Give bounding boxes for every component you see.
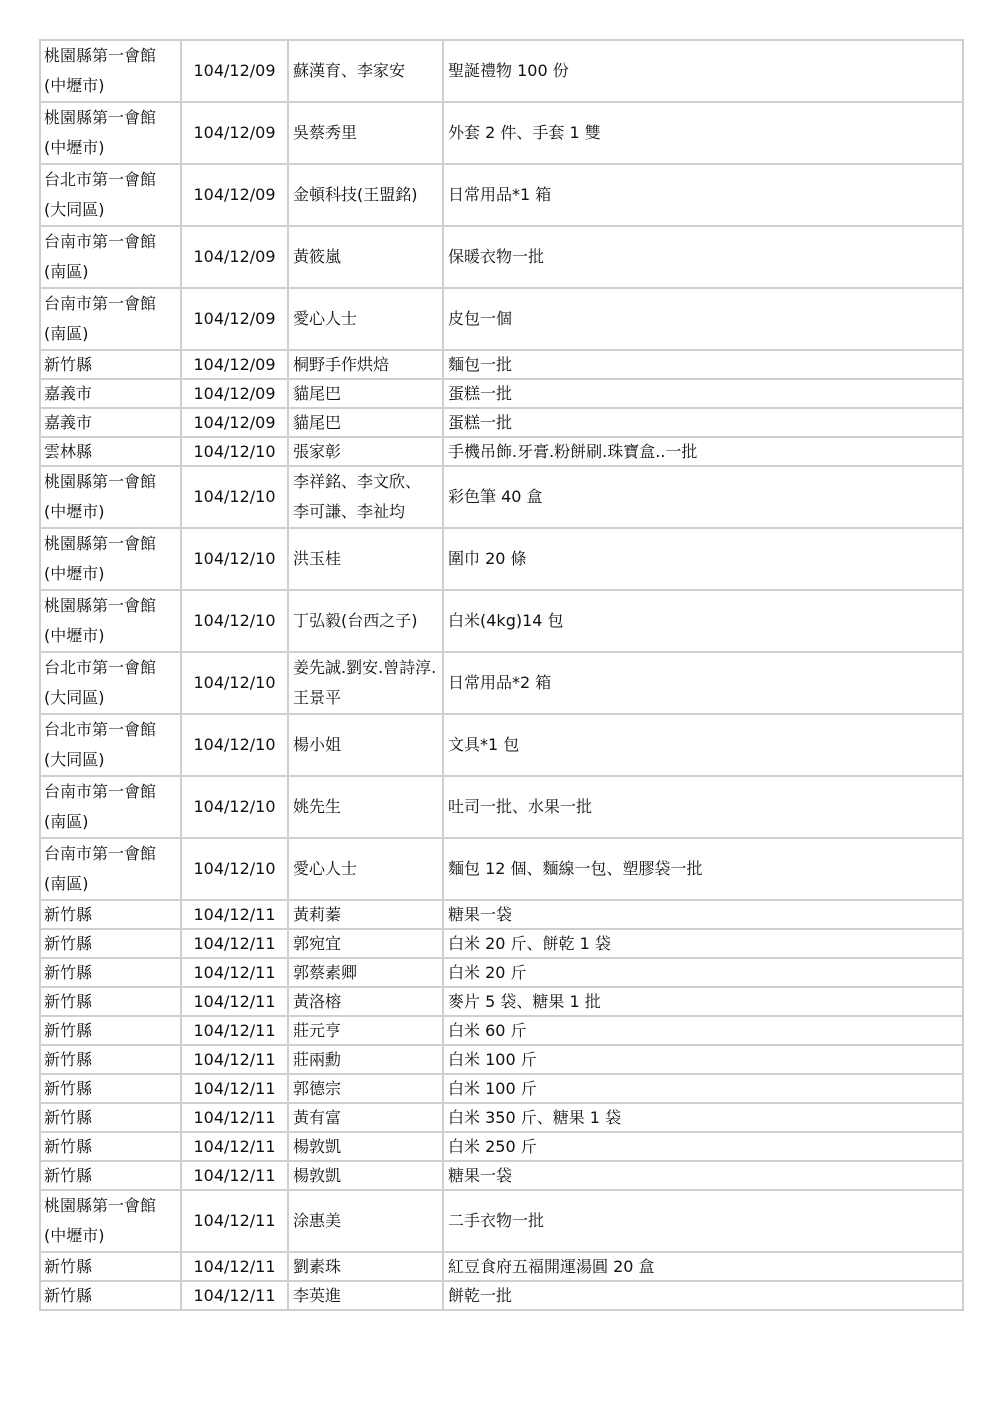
location-line: (中壢市) — [44, 626, 105, 645]
item-cell: 麥片 5 袋、糖果 1 批 — [443, 987, 963, 1016]
table-row — [40, 900, 963, 929]
location-line: 嘉義市 — [44, 413, 93, 432]
date-cell: 104/12/11 — [181, 1132, 288, 1161]
donor-cell — [288, 1045, 443, 1074]
table-row — [40, 408, 963, 437]
date-cell: 104/12/09 — [181, 288, 288, 350]
location-line: 台北市第一會館 — [44, 720, 157, 739]
donor-cell — [288, 1016, 443, 1045]
donor-cell — [288, 714, 443, 776]
item-cell: 白米 350 斤、糖果 1 袋 — [443, 1103, 963, 1132]
donor-cell — [288, 1161, 443, 1190]
table-row — [40, 1016, 963, 1045]
date-cell: 104/12/11 — [181, 1103, 288, 1132]
table-row — [40, 1074, 963, 1103]
donor-cell — [288, 838, 443, 900]
donor-line: 丁弘毅(台西之子) — [293, 611, 418, 630]
table-row — [40, 437, 963, 466]
location-cell — [40, 929, 181, 958]
item-cell: 白米 100 斤 — [443, 1045, 963, 1074]
donor-cell — [288, 900, 443, 929]
table-row — [40, 1252, 963, 1281]
donation-table-body — [40, 40, 963, 1310]
donor-cell — [288, 40, 443, 102]
item-cell: 日常用品*1 箱 — [443, 164, 963, 226]
date-cell: 104/12/09 — [181, 408, 288, 437]
donor-line: 楊敦凱 — [293, 1166, 342, 1185]
date-cell: 104/12/11 — [181, 1161, 288, 1190]
date-cell: 104/12/10 — [181, 714, 288, 776]
date-cell: 104/12/11 — [181, 1074, 288, 1103]
date-cell: 104/12/09 — [181, 226, 288, 288]
location-line: (中壢市) — [44, 1226, 105, 1245]
date-cell: 104/12/11 — [181, 900, 288, 929]
donor-cell — [288, 437, 443, 466]
location-cell — [40, 714, 181, 776]
location-line: 新竹縣 — [44, 355, 93, 374]
table-row — [40, 590, 963, 652]
donor-line: 王景平 — [293, 688, 342, 707]
donor-line: 張家彰 — [293, 442, 342, 461]
location-cell — [40, 987, 181, 1016]
donor-cell — [288, 164, 443, 226]
item-cell: 白米 250 斤 — [443, 1132, 963, 1161]
item-cell: 聖誕禮物 100 份 — [443, 40, 963, 102]
item-cell: 紅豆食府五福開運湯圓 20 盒 — [443, 1252, 963, 1281]
location-cell — [40, 288, 181, 350]
location-cell — [40, 40, 181, 102]
donor-line: 郭德宗 — [293, 1079, 342, 1098]
table-row — [40, 958, 963, 987]
table-row — [40, 776, 963, 838]
donor-line: 莊兩勳 — [293, 1050, 342, 1069]
date-cell: 104/12/11 — [181, 929, 288, 958]
location-line: 桃園縣第一會館 — [44, 596, 157, 615]
location-line: 台南市第一會館 — [44, 782, 157, 801]
location-line: (南區) — [44, 262, 89, 281]
donor-line: 貓尾巴 — [293, 413, 342, 432]
date-cell: 104/12/09 — [181, 40, 288, 102]
date-cell: 104/12/11 — [181, 1190, 288, 1252]
donor-line: 洪玉桂 — [293, 549, 342, 568]
date-cell: 104/12/10 — [181, 590, 288, 652]
location-cell — [40, 466, 181, 528]
location-line: 新竹縣 — [44, 1108, 93, 1127]
location-line: (中壢市) — [44, 76, 105, 95]
donor-line: 愛心人士 — [293, 309, 358, 328]
table-row — [40, 1045, 963, 1074]
donor-line: 姚先生 — [293, 797, 342, 816]
date-cell: 104/12/10 — [181, 466, 288, 528]
donor-cell — [288, 528, 443, 590]
donor-line: 劉素珠 — [293, 1257, 342, 1276]
location-line: 台南市第一會館 — [44, 294, 157, 313]
date-cell: 104/12/11 — [181, 1281, 288, 1310]
table-row — [40, 102, 963, 164]
donor-cell — [288, 958, 443, 987]
donor-line: 黃有富 — [293, 1108, 342, 1127]
table-row — [40, 714, 963, 776]
date-cell: 104/12/11 — [181, 1252, 288, 1281]
date-cell: 104/12/10 — [181, 776, 288, 838]
item-cell: 白米 100 斤 — [443, 1074, 963, 1103]
location-cell — [40, 437, 181, 466]
location-cell — [40, 776, 181, 838]
location-cell — [40, 958, 181, 987]
donor-line: 金頓科技(王盟銘) — [293, 185, 418, 204]
donor-line: 愛心人士 — [293, 859, 358, 878]
location-cell — [40, 1016, 181, 1045]
location-line: (大同區) — [44, 200, 105, 219]
location-cell — [40, 900, 181, 929]
location-line: 桃園縣第一會館 — [44, 472, 157, 491]
donor-cell — [288, 226, 443, 288]
table-row — [40, 1132, 963, 1161]
location-cell — [40, 379, 181, 408]
location-line: 新竹縣 — [44, 1166, 93, 1185]
donor-cell — [288, 379, 443, 408]
location-cell — [40, 1281, 181, 1310]
item-cell: 手機吊飾.牙膏.粉餅刷.珠寶盒..一批 — [443, 437, 963, 466]
donor-line: 李英進 — [293, 1286, 342, 1305]
table-row — [40, 466, 963, 528]
donor-line: 涂惠美 — [293, 1211, 342, 1230]
donor-line: 黃筱嵐 — [293, 247, 342, 266]
donor-cell — [288, 590, 443, 652]
table-row — [40, 288, 963, 350]
table-row — [40, 652, 963, 714]
table-row — [40, 40, 963, 102]
donor-cell — [288, 288, 443, 350]
item-cell: 白米 60 斤 — [443, 1016, 963, 1045]
donor-line: 桐野手作烘焙 — [293, 355, 390, 374]
item-cell: 圍巾 20 條 — [443, 528, 963, 590]
item-cell: 彩色筆 40 盒 — [443, 466, 963, 528]
date-cell: 104/12/11 — [181, 958, 288, 987]
location-cell — [40, 590, 181, 652]
donor-line: 李祥銘、李文欣、 — [293, 472, 422, 491]
date-cell: 104/12/09 — [181, 350, 288, 379]
item-cell: 蛋糕一批 — [443, 379, 963, 408]
location-cell — [40, 1161, 181, 1190]
donor-cell — [288, 1252, 443, 1281]
donor-cell — [288, 102, 443, 164]
table-row — [40, 528, 963, 590]
donor-line: 郭蔡素卿 — [293, 963, 358, 982]
table-row — [40, 1190, 963, 1252]
donor-line: 貓尾巴 — [293, 384, 342, 403]
donation-table — [39, 39, 964, 1311]
location-line: 新竹縣 — [44, 1286, 93, 1305]
location-cell — [40, 838, 181, 900]
location-cell — [40, 102, 181, 164]
table-row — [40, 838, 963, 900]
date-cell: 104/12/11 — [181, 987, 288, 1016]
location-line: 新竹縣 — [44, 1137, 93, 1156]
item-cell: 外套 2 件、手套 1 雙 — [443, 102, 963, 164]
donor-cell — [288, 1132, 443, 1161]
date-cell: 104/12/09 — [181, 379, 288, 408]
location-cell — [40, 226, 181, 288]
item-cell: 白米 20 斤 — [443, 958, 963, 987]
location-line: (南區) — [44, 874, 89, 893]
location-line: (南區) — [44, 324, 89, 343]
location-line: 新竹縣 — [44, 1050, 93, 1069]
location-line: 台北市第一會館 — [44, 170, 157, 189]
location-cell — [40, 1045, 181, 1074]
location-cell — [40, 652, 181, 714]
date-cell: 104/12/10 — [181, 528, 288, 590]
item-cell: 白米(4kg)14 包 — [443, 590, 963, 652]
location-line: 新竹縣 — [44, 1257, 93, 1276]
location-cell — [40, 1074, 181, 1103]
table-row — [40, 350, 963, 379]
table-row — [40, 1161, 963, 1190]
donor-line: 楊小姐 — [293, 735, 342, 754]
location-cell — [40, 164, 181, 226]
donor-cell — [288, 350, 443, 379]
table-row — [40, 987, 963, 1016]
location-line: 台北市第一會館 — [44, 658, 157, 677]
location-line: 新竹縣 — [44, 963, 93, 982]
donor-line: 黃莉蓁 — [293, 905, 342, 924]
location-cell — [40, 1190, 181, 1252]
item-cell: 文具*1 包 — [443, 714, 963, 776]
item-cell: 麵包一批 — [443, 350, 963, 379]
location-cell — [40, 528, 181, 590]
table-row — [40, 1103, 963, 1132]
location-cell — [40, 350, 181, 379]
location-line: (中壢市) — [44, 564, 105, 583]
table-row — [40, 1281, 963, 1310]
donor-line: 莊元亨 — [293, 1021, 342, 1040]
item-cell: 二手衣物一批 — [443, 1190, 963, 1252]
donor-cell — [288, 652, 443, 714]
donor-cell — [288, 929, 443, 958]
item-cell: 保暖衣物一批 — [443, 226, 963, 288]
donor-cell — [288, 466, 443, 528]
date-cell: 104/12/09 — [181, 164, 288, 226]
item-cell: 糖果一袋 — [443, 1161, 963, 1190]
item-cell: 皮包一個 — [443, 288, 963, 350]
date-cell: 104/12/11 — [181, 1016, 288, 1045]
location-cell — [40, 1252, 181, 1281]
location-line: 新竹縣 — [44, 992, 93, 1011]
table-row — [40, 379, 963, 408]
donor-cell — [288, 1281, 443, 1310]
location-line: 桃園縣第一會館 — [44, 534, 157, 553]
location-line: (大同區) — [44, 750, 105, 769]
item-cell: 白米 20 斤、餅乾 1 袋 — [443, 929, 963, 958]
donor-line: 蘇漢育、李家安 — [293, 61, 406, 80]
location-line: 桃園縣第一會館 — [44, 46, 157, 65]
location-line: 桃園縣第一會館 — [44, 108, 157, 127]
date-cell: 104/12/11 — [181, 1045, 288, 1074]
item-cell: 蛋糕一批 — [443, 408, 963, 437]
donor-cell — [288, 1190, 443, 1252]
location-line: 雲林縣 — [44, 442, 93, 461]
donor-line: 黃洛榕 — [293, 992, 342, 1011]
location-cell — [40, 408, 181, 437]
location-line: (中壢市) — [44, 502, 105, 521]
donor-line: 楊敦凱 — [293, 1137, 342, 1156]
date-cell: 104/12/10 — [181, 838, 288, 900]
location-line: 新竹縣 — [44, 1021, 93, 1040]
item-cell: 餅乾一批 — [443, 1281, 963, 1310]
location-cell — [40, 1103, 181, 1132]
donor-line: 郭宛宜 — [293, 934, 342, 953]
location-line: (大同區) — [44, 688, 105, 707]
location-line: 桃園縣第一會館 — [44, 1196, 157, 1215]
item-cell: 糖果一袋 — [443, 900, 963, 929]
item-cell: 吐司一批、水果一批 — [443, 776, 963, 838]
location-line: 新竹縣 — [44, 934, 93, 953]
location-line: 新竹縣 — [44, 905, 93, 924]
table-row — [40, 929, 963, 958]
item-cell: 麵包 12 個、麵線一包、塑膠袋一批 — [443, 838, 963, 900]
location-line: (中壢市) — [44, 138, 105, 157]
date-cell: 104/12/09 — [181, 102, 288, 164]
location-line: 台南市第一會館 — [44, 232, 157, 251]
location-line: 嘉義市 — [44, 384, 93, 403]
date-cell: 104/12/10 — [181, 437, 288, 466]
date-cell: 104/12/10 — [181, 652, 288, 714]
location-line: 台南市第一會館 — [44, 844, 157, 863]
table-row — [40, 226, 963, 288]
location-cell — [40, 1132, 181, 1161]
location-line: 新竹縣 — [44, 1079, 93, 1098]
donor-line: 吳蔡秀里 — [293, 123, 358, 142]
donor-cell — [288, 776, 443, 838]
donor-line: 李可謙、李祉均 — [293, 502, 406, 521]
donor-cell — [288, 408, 443, 437]
item-cell: 日常用品*2 箱 — [443, 652, 963, 714]
location-line: (南區) — [44, 812, 89, 831]
table-row — [40, 164, 963, 226]
donor-line: 姜先誠.劉安.曾詩淳. — [293, 658, 437, 677]
donor-cell — [288, 987, 443, 1016]
donor-cell — [288, 1074, 443, 1103]
donor-cell — [288, 1103, 443, 1132]
